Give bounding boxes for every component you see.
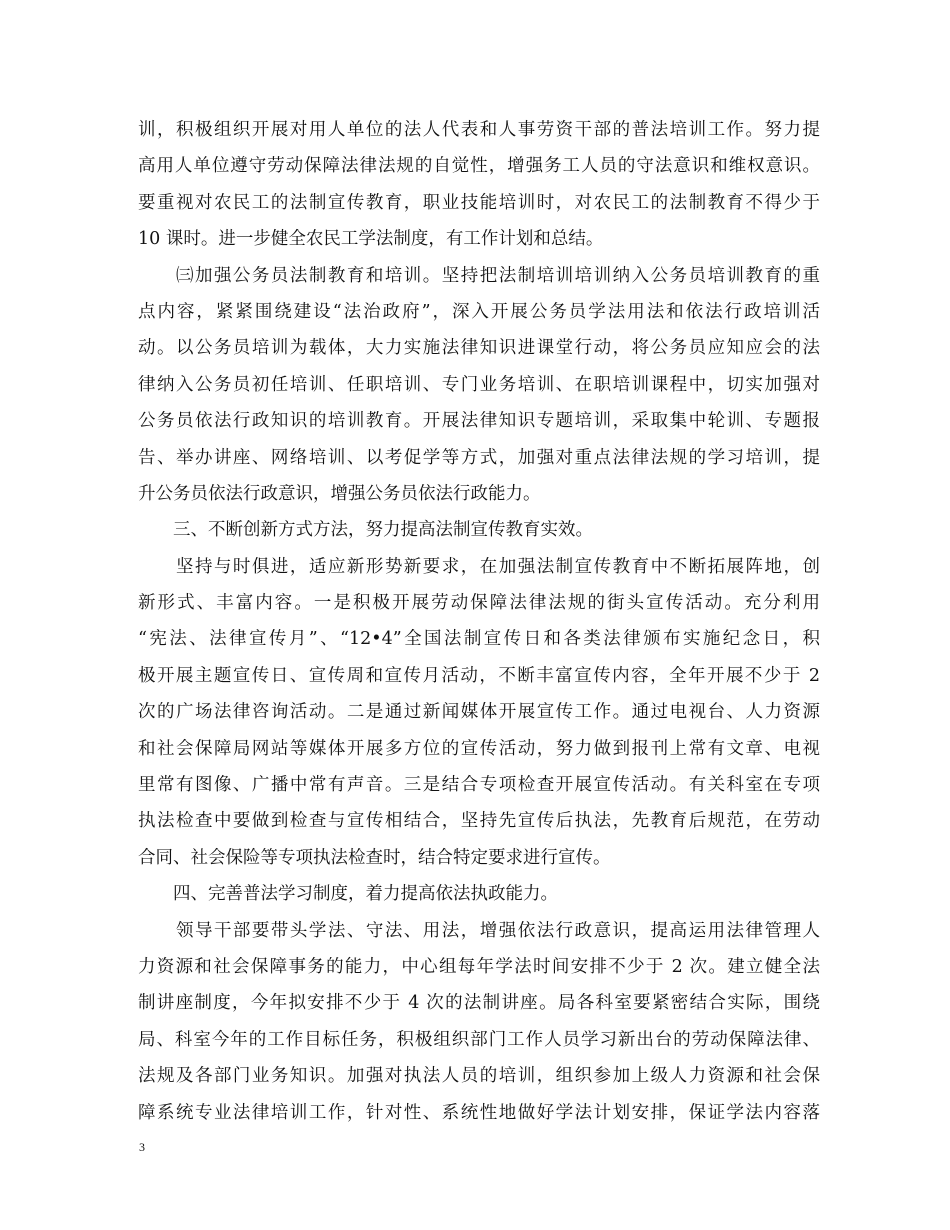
text-line: 高用人单位遵守劳动保障法律法规的自觉性，增强务工人员的守法意识和维权意识。 [138,156,820,177]
text-line: 局、科室今年的工作目标任务，积极组织部门工作人员学习新出台的劳动保障法律、 [138,1029,820,1050]
text-line: 坚持与时俱进，适应新形势新要求，在加强法制宣传教育中不断拓展阵地，创 [138,556,820,577]
text-line: ㈢加强公务员法制教育和培训。坚持把法制培训培训纳入公务员培训教育的重 [138,265,820,286]
text-line: 合同、社会保险等专项执法检查时，结合特定要求进行宣传。 [138,847,611,868]
text-line: 告、举办讲座、网络培训、以考促学等方式，加强对重点法律法规的学习培训，提 [138,447,820,468]
text-line: 律纳入公务员初任培训、任职培训、专门业务培训、在职培训课程中，切实加强对 [138,374,820,395]
text-line: 领导干部要带头学法、守法、用法，增强依法行政意识，提高运用法律管理人 [138,920,820,941]
text-line: 制讲座制度，今年拟安排不少于 4 次的法制讲座。局各科室要紧密结合实际，围绕 [138,993,820,1014]
text-line: 10 课时。进一步健全农民工学法制度，有工作计划和总结。 [138,229,604,250]
text-line: 和社会保障局网站等媒体开展多方位的宣传活动，努力做到报刊上常有文章、电视 [138,738,820,759]
body-text [138,112,820,1131]
text-line: “宪法、法律宣传月”、“12•4”全国法制宣传日和各类法律颁布实施纪念日，积 [138,629,820,650]
page-number: 3 [139,1140,145,1154]
text-line: 力资源和社会保障事务的能力，中心组每年学法时间安排不少于 2 次。建立健全法 [138,956,820,977]
text-line: 公务员依法行政知识的培训教育。开展法律知识专题培训，采取集中轮训、专题报 [138,411,820,432]
text-line: 升公务员依法行政意识，增强公务员依法行政能力。 [138,483,541,504]
text-line: 新形式、丰富内容。一是积极开展劳动保障法律法规的街头宣传活动。充分利用 [138,593,820,614]
text-line: 点内容，紧紧围绕建设“法治政府”，深入开展公务员学法用法和依法行政培训活 [138,301,820,322]
text-line: 里常有图像、广播中常有声音。三是结合专项检查开展宣传活动。有关科室在专项 [138,775,820,796]
text-line: 要重视对农民工的法制宣传教育，职业技能培训时，对农民工的法制教育不得少于 [138,192,820,213]
text-line: 法规及各部门业务知识。加强对执法人员的培训，组织参加上级人力资源和社会保 [138,1066,820,1087]
text-line: 动。以公务员培训为载体，大力实施法律知识进课堂行动，将公务员应知应会的法 [138,338,820,359]
section-heading: 四、完善普法学习制度，着力提高依法执政能力。 [138,884,558,905]
section-heading: 三、不断创新方式方法，努力提高法制宣传教育实效。 [138,520,593,541]
text-line: 障系统专业法律培训工作，针对性、系统性地做好学法计划安排，保证学法内容落 [138,1102,820,1123]
text-line: 训，积极组织开展对用人单位的法人代表和人事劳资干部的普法培训工作。努力提 [138,120,820,140]
text-line: 执法检查中要做到检查与宣传相结合，坚持先宣传后执法，先教育后规范，在劳动 [138,811,820,832]
text-line: 次的广场法律咨询活动。二是通过新闻媒体开展宣传工作。通过电视台、人力资源 [138,702,820,723]
text-line: 极开展主题宣传日、宣传周和宣传月活动，不断丰富宣传内容，全年开展不少于 2 [138,665,820,686]
